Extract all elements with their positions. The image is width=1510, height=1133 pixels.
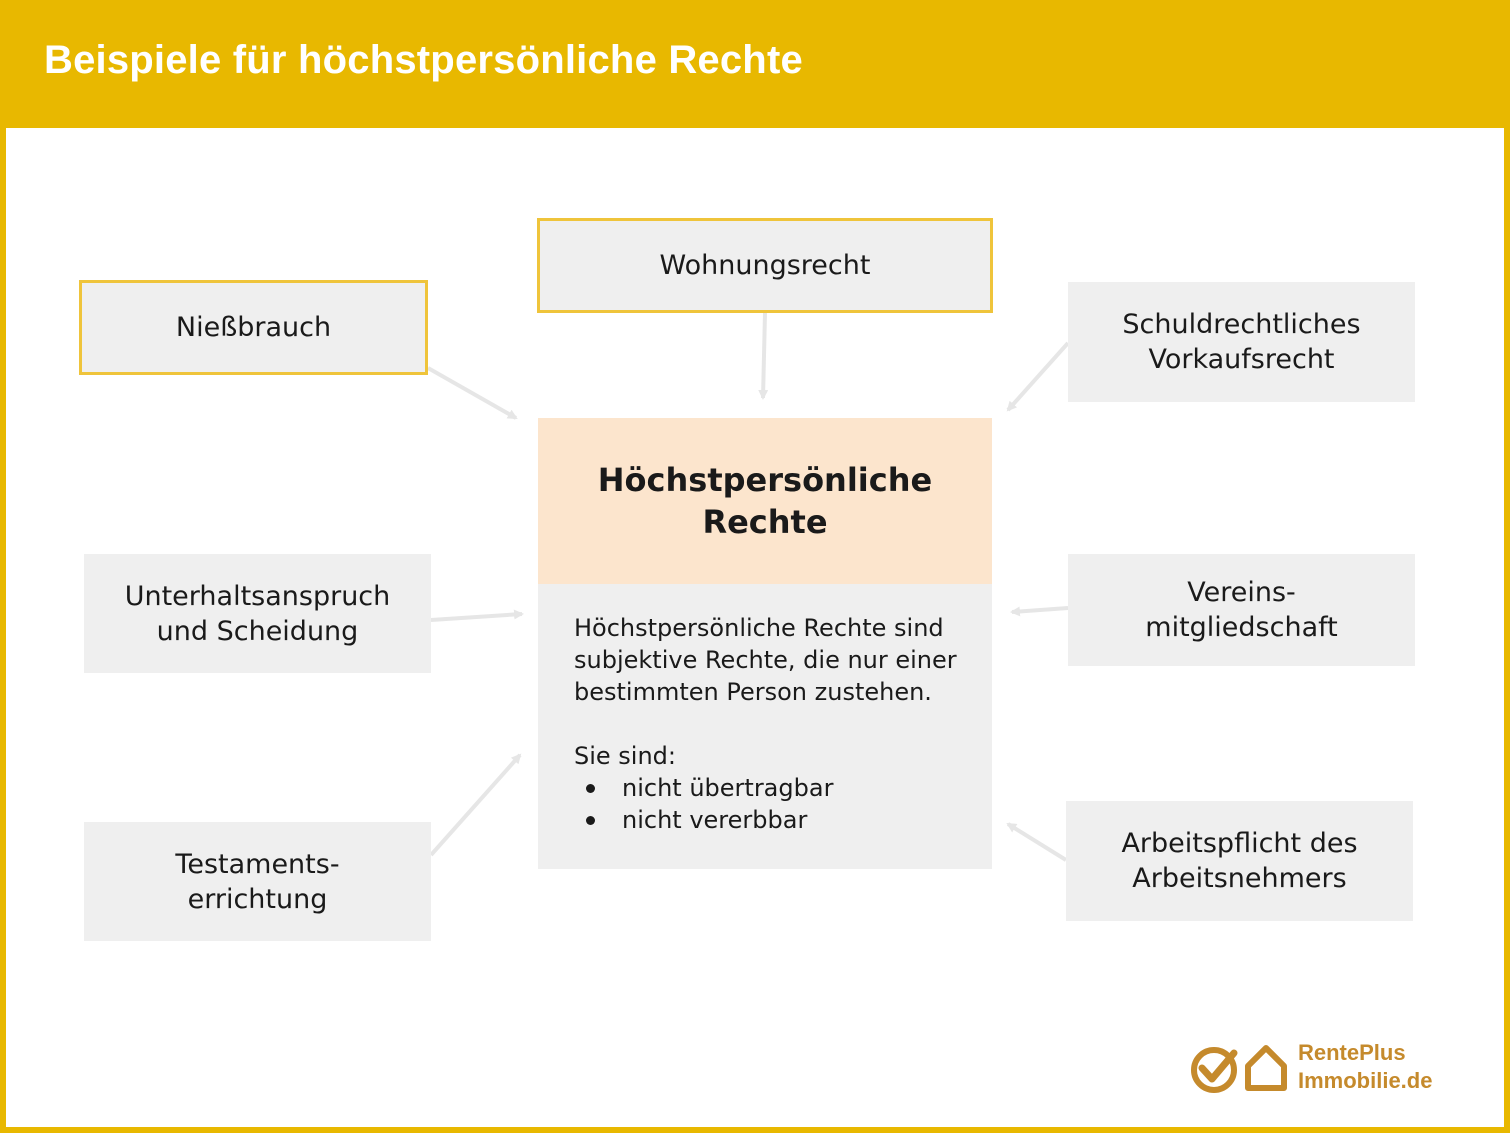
box-vereinsmitgliedschaft: Vereins- mitgliedschaft xyxy=(1068,554,1415,666)
bullet-text: nicht vererbbar xyxy=(622,806,808,834)
box-schuldrechtliches-vorkaufsrecht: Schuldrechtliches Vorkaufsrecht xyxy=(1068,282,1415,402)
center-intro: Sie sind: xyxy=(574,742,676,770)
box-testamentserrichtung: Testaments- errichtung xyxy=(84,822,431,941)
bullet-item xyxy=(574,804,833,836)
page-title: Beispiele für höchstpersönliche Rechte xyxy=(44,38,803,82)
arrow-testament xyxy=(431,755,520,855)
arrow-wohnungsrecht xyxy=(763,313,765,398)
center-description: Höchstpersönliche Rechte sind subjektive Rechte, die nur einer bestimmten Person zustehen. xyxy=(574,614,957,706)
arrow-vorkaufsrecht xyxy=(1008,343,1068,410)
arrow-niessbrauch xyxy=(428,368,516,418)
arrow-unterhalt xyxy=(431,614,522,620)
center-title: Höchstpersönliche Rechte xyxy=(538,418,992,584)
box-arbeitspflicht: Arbeitspflicht des Arbeitsnehmers xyxy=(1066,801,1413,921)
center-bullet-list xyxy=(574,772,833,836)
brand-logo xyxy=(1188,1038,1458,1100)
box-niessbrauch: Nießbrauch xyxy=(79,280,428,375)
arrow-arbeit xyxy=(1008,824,1066,860)
box-wohnungsrecht: Wohnungsrecht xyxy=(537,218,993,313)
logo-text-line2: Immobilie.de xyxy=(1298,1068,1433,1093)
arrow-verein xyxy=(1012,608,1068,612)
center-description-panel xyxy=(538,584,992,869)
bullet-dot-icon xyxy=(586,816,595,825)
logo-check-house-icon xyxy=(1188,1038,1293,1100)
logo-text-line1: RentePlus xyxy=(1298,1040,1406,1065)
bullet-dot-icon xyxy=(586,784,595,793)
bullet-text: nicht übertragbar xyxy=(622,774,834,802)
box-unterhaltsanspruch: Unterhaltsanspruch und Scheidung xyxy=(84,554,431,673)
bullet-item xyxy=(574,772,833,804)
